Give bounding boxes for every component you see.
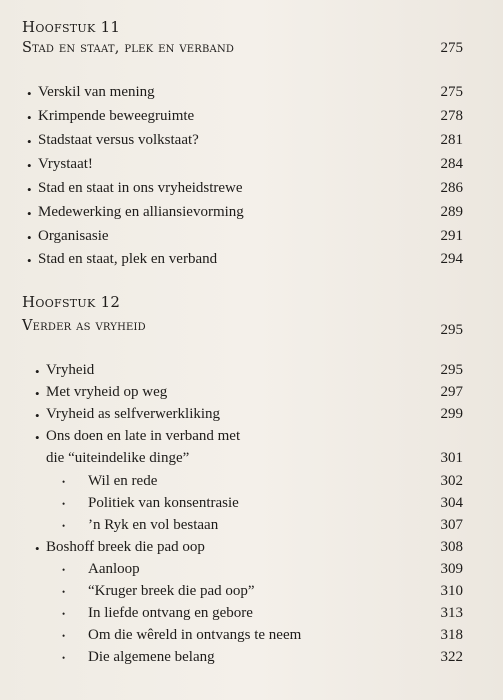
toc-entry-page: 281 [440, 132, 463, 148]
toc-entry-page: 294 [440, 251, 463, 267]
bullet-icon: • [35, 364, 40, 379]
toc-entry-page: 284 [440, 156, 463, 172]
bullet-icon: • [27, 206, 32, 221]
toc-entry [0, 108, 503, 132]
toc-subentry [0, 473, 503, 497]
toc-entry [0, 204, 503, 228]
toc-entry-page: 291 [440, 228, 463, 244]
toc-entry-text: Krimpende beweegruimte [38, 108, 195, 124]
bullet-icon: • [62, 653, 66, 663]
chapter-11-heading: Hoofstuk 11 [22, 18, 121, 36]
toc-entry-page: 286 [440, 180, 463, 196]
bullet-icon: • [62, 609, 66, 619]
toc-entry [0, 132, 503, 156]
bullet-icon: • [27, 253, 32, 268]
chapter-12-page: 295 [440, 322, 463, 338]
toc-entry-text: Om die wêreld in ontvangs te neem [88, 627, 302, 643]
bullet-icon: • [62, 587, 66, 597]
bullet-icon: • [35, 386, 40, 401]
toc-entry [0, 539, 503, 563]
toc-entry-text: Stadstaat versus volkstaat? [38, 132, 199, 148]
bullet-icon: • [62, 521, 66, 531]
toc-subentry [0, 605, 503, 629]
bullet-icon: • [27, 182, 32, 197]
toc-entry-text: In liefde ontvang en gebore [88, 605, 253, 621]
bullet-icon: • [35, 541, 40, 556]
chapter-12-heading: Hoofstuk 12 [22, 293, 121, 311]
toc-entry-text: Die algemene belang [88, 649, 215, 665]
toc-entry-text: die “uiteindelike dinge” [46, 450, 190, 466]
toc-entry [0, 362, 503, 386]
toc-entry-text: Vrystaat! [38, 156, 93, 172]
toc-subentry [0, 517, 503, 541]
toc-entry-text: Verskil van mening [38, 84, 155, 100]
bullet-icon: • [27, 230, 32, 245]
toc-entry [0, 251, 503, 275]
bullet-icon: • [62, 565, 66, 575]
toc-entry-page: 289 [440, 204, 463, 220]
toc-subentry [0, 561, 503, 585]
toc-entry-page: 302 [440, 473, 463, 489]
bullet-icon: • [35, 430, 40, 445]
toc-entry-text: Politiek van konsentrasie [88, 495, 239, 511]
toc-entry-page: 310 [440, 583, 463, 599]
toc-entry-text: Stad en staat in ons vryheidstrewe [38, 180, 243, 196]
toc-entry-page: 322 [440, 649, 463, 665]
toc-entry-text: Vryheid [46, 362, 95, 378]
toc-entry [0, 406, 503, 430]
chapter-12-title: Verder as vryheid [22, 318, 146, 334]
bullet-icon: • [27, 110, 32, 125]
toc-entry-page: 309 [440, 561, 463, 577]
toc-entry-text: Met vryheid op weg [46, 384, 168, 400]
bullet-icon: • [62, 631, 66, 641]
bullet-icon: • [27, 86, 32, 101]
toc-entry-text: Medewerking en alliansievorming [38, 204, 244, 220]
toc-entry-page: 318 [440, 627, 463, 643]
toc-entry [0, 384, 503, 408]
toc-entry-page: 297 [440, 384, 463, 400]
toc-subentry [0, 627, 503, 651]
toc-entry-page: 308 [440, 539, 463, 555]
toc-entry-page: 301 [440, 450, 463, 466]
toc-entry [0, 428, 503, 452]
bullet-icon: • [62, 499, 66, 509]
toc-entry-page: 304 [440, 495, 463, 511]
chapter-11-page: 275 [440, 40, 463, 56]
toc-entry [0, 156, 503, 180]
toc-entry-page: 307 [440, 517, 463, 533]
chapter-11-title: Stad en staat, plek en verband [22, 40, 235, 56]
toc-entry-continuation [0, 450, 503, 474]
toc-entry-page: 299 [440, 406, 463, 422]
toc-entry-text: ’n Ryk en vol bestaan [88, 517, 219, 533]
toc-entry-text: Vryheid as selfverwerkliking [46, 406, 221, 422]
toc-entry [0, 180, 503, 204]
toc-entry-page: 275 [440, 84, 463, 100]
toc-entry-page: 278 [440, 108, 463, 124]
bullet-icon: • [62, 477, 66, 487]
toc-entry-text: Aanloop [88, 561, 140, 577]
toc-entry [0, 84, 503, 108]
toc-subentry [0, 495, 503, 519]
toc-entry-text: Wil en rede [88, 473, 158, 489]
toc-entry-text: Organisasie [38, 228, 109, 244]
toc-entry-text: Ons doen en late in verband met [46, 428, 241, 444]
toc-subentry [0, 649, 503, 673]
toc-entry-page: 313 [440, 605, 463, 621]
toc-entry-text: Boshoff breek die pad oop [46, 539, 205, 555]
toc-subentry [0, 583, 503, 607]
bullet-icon: • [27, 134, 32, 149]
bullet-icon: • [27, 158, 32, 173]
toc-entry-text: “Kruger breek die pad oop” [88, 583, 255, 599]
toc-entry-text: Stad en staat, plek en verband [38, 251, 218, 267]
toc-entry [0, 228, 503, 252]
toc-entry-page: 295 [440, 362, 463, 378]
bullet-icon: • [35, 408, 40, 423]
